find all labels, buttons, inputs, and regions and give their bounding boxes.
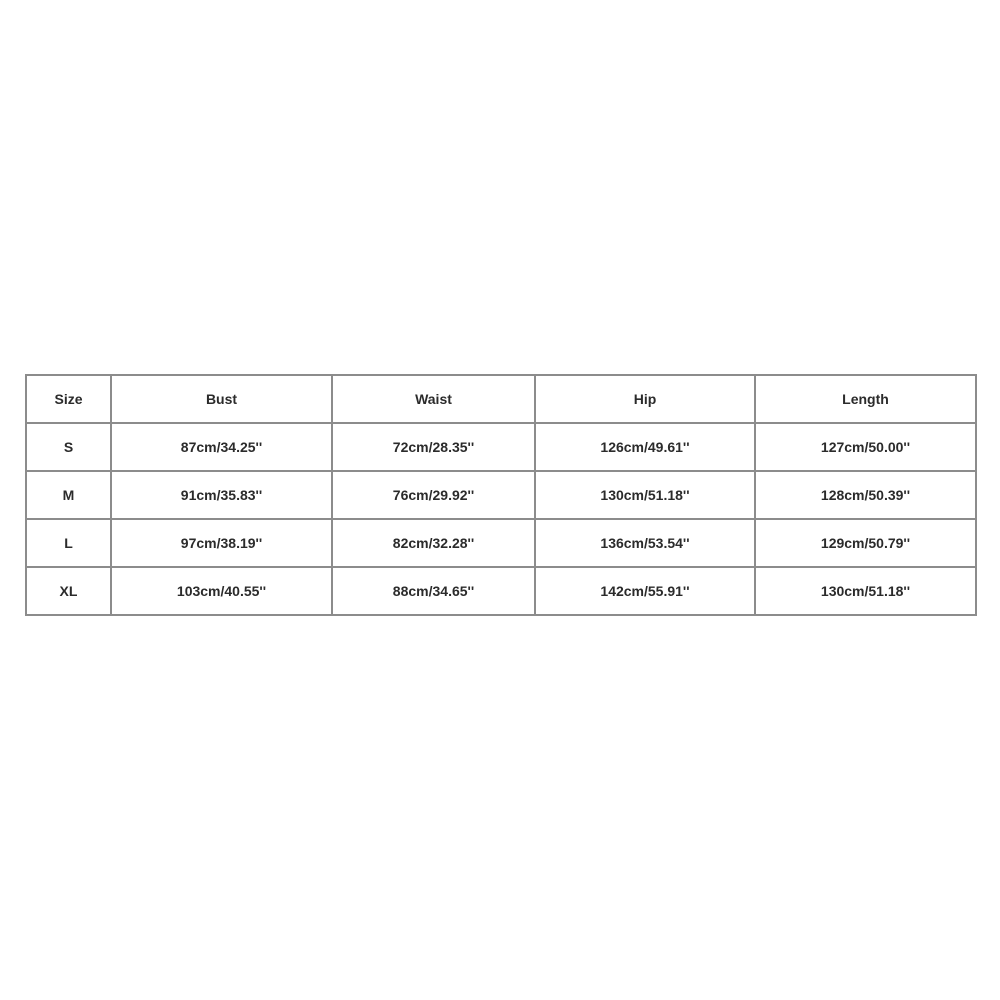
cell-bust: 97cm/38.19'' (111, 519, 332, 567)
cell-length: 129cm/50.79'' (755, 519, 976, 567)
header-row (26, 375, 976, 423)
cell-hip: 126cm/49.61'' (535, 423, 755, 471)
cell-length: 127cm/50.00'' (755, 423, 976, 471)
header-size: Size (26, 375, 111, 423)
table-row (26, 519, 976, 567)
table-row (26, 567, 976, 615)
header-bust: Bust (111, 375, 332, 423)
cell-hip: 130cm/51.18'' (535, 471, 755, 519)
cell-waist: 72cm/28.35'' (332, 423, 535, 471)
table-row (26, 471, 976, 519)
size-chart (25, 374, 975, 616)
table-row (26, 423, 976, 471)
cell-size: M (26, 471, 111, 519)
cell-size: XL (26, 567, 111, 615)
cell-length: 130cm/51.18'' (755, 567, 976, 615)
size-table (25, 374, 977, 616)
cell-bust: 103cm/40.55'' (111, 567, 332, 615)
cell-bust: 87cm/34.25'' (111, 423, 332, 471)
cell-waist: 88cm/34.65'' (332, 567, 535, 615)
cell-size: L (26, 519, 111, 567)
cell-length: 128cm/50.39'' (755, 471, 976, 519)
cell-waist: 82cm/32.28'' (332, 519, 535, 567)
header-waist: Waist (332, 375, 535, 423)
header-hip: Hip (535, 375, 755, 423)
cell-size: S (26, 423, 111, 471)
cell-bust: 91cm/35.83'' (111, 471, 332, 519)
cell-hip: 142cm/55.91'' (535, 567, 755, 615)
header-length: Length (755, 375, 976, 423)
cell-hip: 136cm/53.54'' (535, 519, 755, 567)
cell-waist: 76cm/29.92'' (332, 471, 535, 519)
